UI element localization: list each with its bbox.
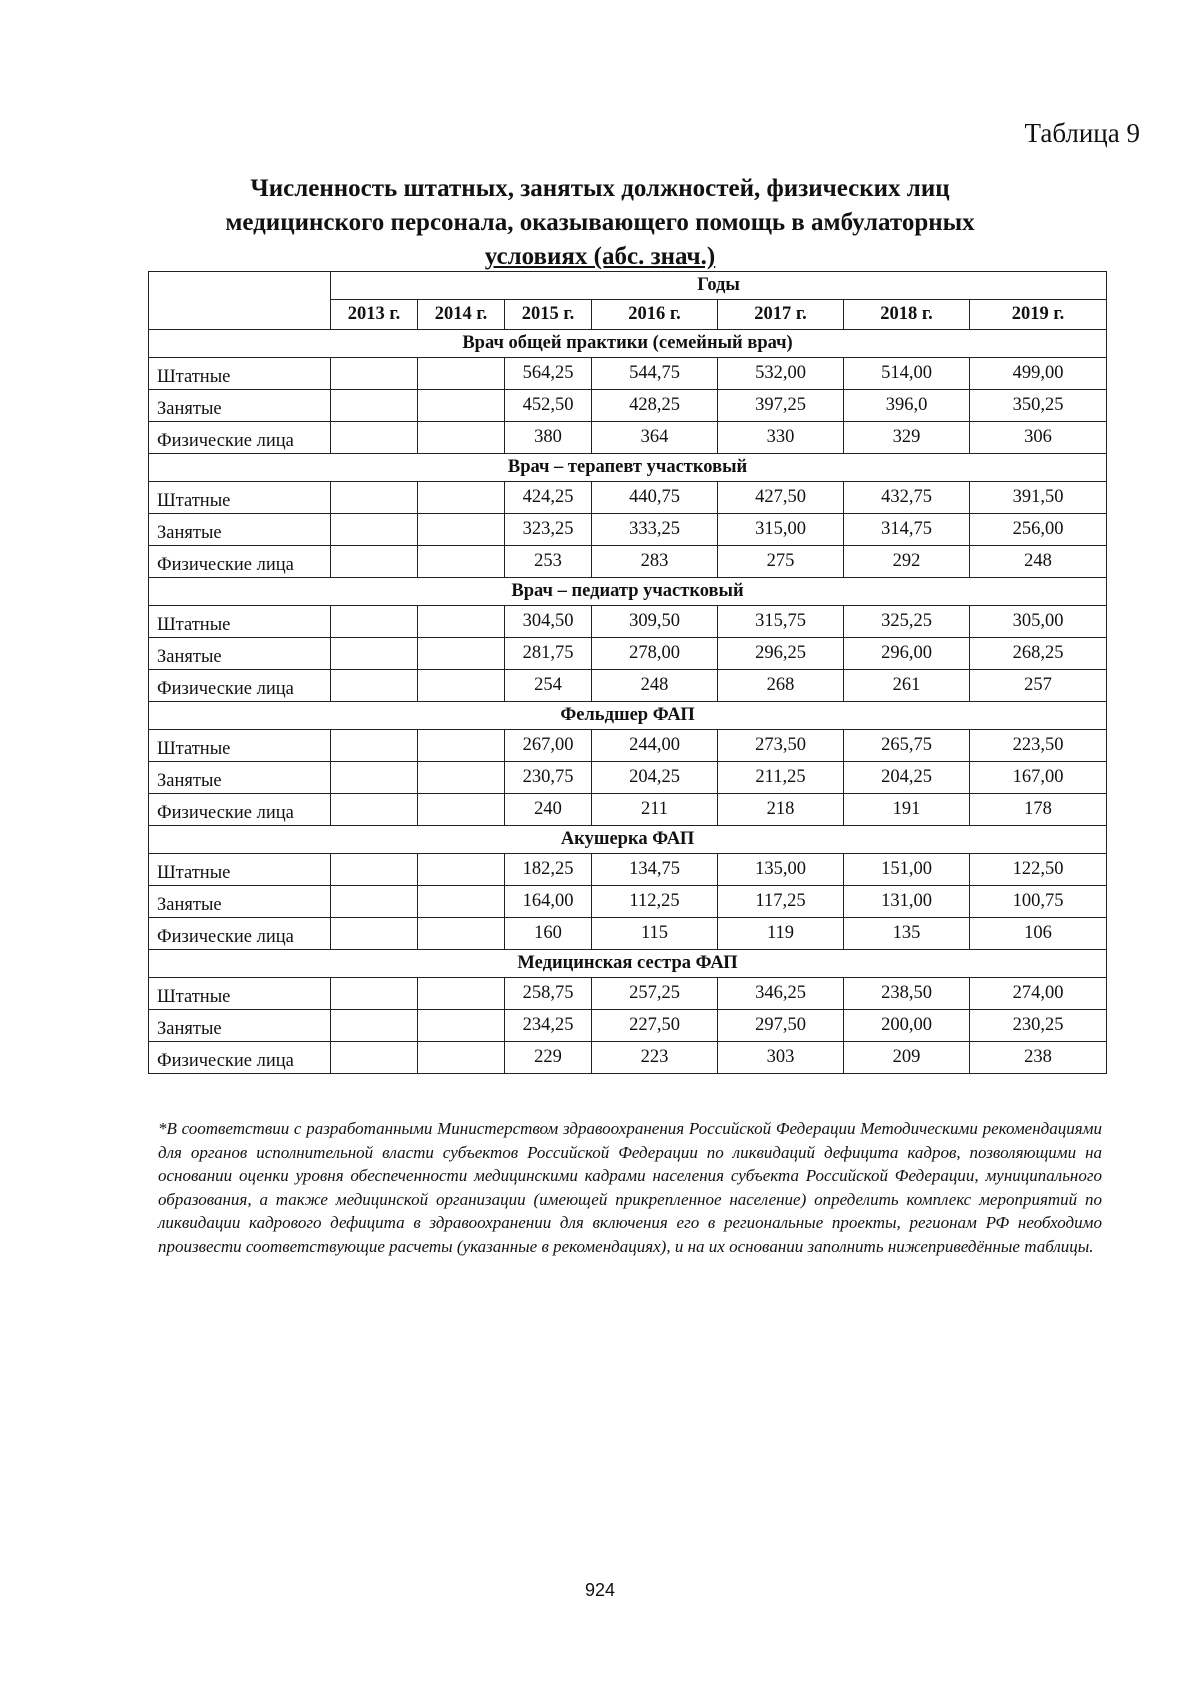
row-label: Физические лица <box>149 794 331 826</box>
value-cell: 397,25 <box>718 390 844 422</box>
year-header-2017: 2017 г. <box>718 300 844 330</box>
value-cell: 244,00 <box>592 730 718 762</box>
value-cell: 131,00 <box>844 886 970 918</box>
value-cell <box>331 762 418 794</box>
table-body <box>149 330 1107 1074</box>
value-cell: 275 <box>718 546 844 578</box>
value-cell: 218 <box>718 794 844 826</box>
group-row <box>149 330 1107 358</box>
value-cell: 240 <box>505 794 592 826</box>
value-cell <box>331 1042 418 1074</box>
value-cell: 167,00 <box>970 762 1107 794</box>
row-label: Физические лица <box>149 546 331 578</box>
value-cell: 346,25 <box>718 978 844 1010</box>
value-cell <box>331 730 418 762</box>
table-row <box>149 514 1107 546</box>
header-corner-cell <box>149 272 331 330</box>
title-line-3: условиях (абс. знач.) <box>484 243 716 270</box>
table-row <box>149 606 1107 638</box>
value-cell: 253 <box>505 546 592 578</box>
value-cell: 424,25 <box>505 482 592 514</box>
value-cell: 204,25 <box>592 762 718 794</box>
value-cell: 230,25 <box>970 1010 1107 1042</box>
row-label: Физические лица <box>149 422 331 454</box>
row-label: Занятые <box>149 514 331 546</box>
year-header-2019: 2019 г. <box>970 300 1107 330</box>
value-cell: 134,75 <box>592 854 718 886</box>
value-cell: 115 <box>592 918 718 950</box>
value-cell: 100,75 <box>970 886 1107 918</box>
value-cell <box>331 978 418 1010</box>
value-cell: 440,75 <box>592 482 718 514</box>
table-row <box>149 886 1107 918</box>
value-cell <box>331 390 418 422</box>
value-cell: 261 <box>844 670 970 702</box>
value-cell: 391,50 <box>970 482 1107 514</box>
value-cell: 544,75 <box>592 358 718 390</box>
value-cell: 135,00 <box>718 854 844 886</box>
table-row <box>149 546 1107 578</box>
value-cell: 315,75 <box>718 606 844 638</box>
value-cell: 230,75 <box>505 762 592 794</box>
value-cell <box>418 1042 505 1074</box>
value-cell <box>331 670 418 702</box>
value-cell: 281,75 <box>505 638 592 670</box>
group-title: Врач общей практики (семейный врач) <box>149 330 1107 358</box>
value-cell: 258,75 <box>505 978 592 1010</box>
value-cell: 283 <box>592 546 718 578</box>
table-row <box>149 918 1107 950</box>
row-label: Штатные <box>149 482 331 514</box>
value-cell: 499,00 <box>970 358 1107 390</box>
value-cell <box>331 854 418 886</box>
value-cell <box>418 978 505 1010</box>
value-cell: 297,50 <box>718 1010 844 1042</box>
title-line-2: медицинского персонала, оказывающего помощь в амбулаторных <box>225 209 975 236</box>
table-row <box>149 762 1107 794</box>
year-header-2013: 2013 г. <box>331 300 418 330</box>
staff-table <box>148 271 1107 1074</box>
title-line-1: Численность штатных, занятых должностей, физических лиц <box>250 175 950 202</box>
row-label: Занятые <box>149 390 331 422</box>
value-cell: 204,25 <box>844 762 970 794</box>
table-row <box>149 854 1107 886</box>
table-row <box>149 422 1107 454</box>
value-cell: 256,00 <box>970 514 1107 546</box>
value-cell <box>331 546 418 578</box>
value-cell: 191 <box>844 794 970 826</box>
row-label: Физические лица <box>149 1042 331 1074</box>
value-cell <box>418 918 505 950</box>
year-header-2015: 2015 г. <box>505 300 592 330</box>
table-row <box>149 978 1107 1010</box>
value-cell: 211,25 <box>718 762 844 794</box>
value-cell: 325,25 <box>844 606 970 638</box>
row-label: Штатные <box>149 730 331 762</box>
value-cell: 117,25 <box>718 886 844 918</box>
value-cell: 223 <box>592 1042 718 1074</box>
value-cell <box>418 390 505 422</box>
value-cell: 229 <box>505 1042 592 1074</box>
table-title <box>150 172 1050 274</box>
value-cell <box>331 638 418 670</box>
value-cell: 452,50 <box>505 390 592 422</box>
value-cell: 182,25 <box>505 854 592 886</box>
row-label: Занятые <box>149 638 331 670</box>
value-cell: 564,25 <box>505 358 592 390</box>
value-cell: 350,25 <box>970 390 1107 422</box>
value-cell: 234,25 <box>505 1010 592 1042</box>
value-cell <box>418 1010 505 1042</box>
row-label: Занятые <box>149 1010 331 1042</box>
value-cell: 305,00 <box>970 606 1107 638</box>
group-row <box>149 578 1107 606</box>
value-cell: 227,50 <box>592 1010 718 1042</box>
value-cell: 254 <box>505 670 592 702</box>
year-header-2014: 2014 г. <box>418 300 505 330</box>
value-cell <box>418 886 505 918</box>
value-cell <box>418 762 505 794</box>
value-cell: 151,00 <box>844 854 970 886</box>
value-cell: 314,75 <box>844 514 970 546</box>
value-cell: 532,00 <box>718 358 844 390</box>
value-cell: 223,50 <box>970 730 1107 762</box>
value-cell: 273,50 <box>718 730 844 762</box>
years-header: Годы <box>331 272 1107 300</box>
value-cell: 396,0 <box>844 390 970 422</box>
year-header-2018: 2018 г. <box>844 300 970 330</box>
value-cell: 428,25 <box>592 390 718 422</box>
value-cell: 323,25 <box>505 514 592 546</box>
value-cell <box>331 358 418 390</box>
value-cell <box>331 886 418 918</box>
value-cell: 304,50 <box>505 606 592 638</box>
table-row <box>149 1042 1107 1074</box>
row-label: Штатные <box>149 358 331 390</box>
value-cell: 248 <box>970 546 1107 578</box>
value-cell: 296,25 <box>718 638 844 670</box>
value-cell: 135 <box>844 918 970 950</box>
value-cell: 514,00 <box>844 358 970 390</box>
value-cell: 257,25 <box>592 978 718 1010</box>
value-cell: 257 <box>970 670 1107 702</box>
table-row <box>149 482 1107 514</box>
value-cell: 380 <box>505 422 592 454</box>
value-cell: 296,00 <box>844 638 970 670</box>
value-cell: 164,00 <box>505 886 592 918</box>
value-cell: 306 <box>970 422 1107 454</box>
value-cell: 274,00 <box>970 978 1107 1010</box>
value-cell: 330 <box>718 422 844 454</box>
value-cell <box>331 606 418 638</box>
value-cell: 333,25 <box>592 514 718 546</box>
value-cell: 309,50 <box>592 606 718 638</box>
value-cell: 292 <box>844 546 970 578</box>
value-cell <box>418 854 505 886</box>
value-cell: 432,75 <box>844 482 970 514</box>
footnote: *В соответствии с разработанными Министерством здравоохранения Российской Федерации Методическими рекомендациями для органов исполнительной власти субъектов Российской Федерации по ликвидаций дефицита кадров, позволяющими на основании оценки уровня обеспеченности медицинскими кадрами населения субъекта Российской Федерации, муниципального образования, а также медицинской организации (имеющей прикрепленное население) определить комплекс мероприятий по ликвидации кадрового дефицита в здравоохранении для включения его в региональные проекты, регионам РФ необходимо произвести соответствующие расчеты (указанные в рекомендациях), и на их основании заполнить нижеприведённые таблицы. <box>158 1119 1102 1256</box>
row-label: Физические лица <box>149 918 331 950</box>
row-label: Штатные <box>149 978 331 1010</box>
value-cell: 122,50 <box>970 854 1107 886</box>
value-cell: 106 <box>970 918 1107 950</box>
row-label: Физические лица <box>149 670 331 702</box>
value-cell: 268,25 <box>970 638 1107 670</box>
group-row <box>149 702 1107 730</box>
table-row <box>149 1010 1107 1042</box>
group-row <box>149 454 1107 482</box>
group-row <box>149 950 1107 978</box>
group-title: Врач – педиатр участковый <box>149 578 1107 606</box>
value-cell: 364 <box>592 422 718 454</box>
row-label: Штатные <box>149 606 331 638</box>
value-cell <box>418 358 505 390</box>
group-row <box>149 826 1107 854</box>
value-cell <box>331 794 418 826</box>
value-cell: 178 <box>970 794 1107 826</box>
value-cell: 315,00 <box>718 514 844 546</box>
value-cell: 248 <box>592 670 718 702</box>
header-row-years-title <box>149 272 1107 300</box>
value-cell: 329 <box>844 422 970 454</box>
value-cell <box>418 670 505 702</box>
value-cell: 278,00 <box>592 638 718 670</box>
value-cell <box>418 482 505 514</box>
value-cell: 112,25 <box>592 886 718 918</box>
value-cell <box>418 638 505 670</box>
group-title: Врач – терапевт участковый <box>149 454 1107 482</box>
value-cell <box>331 422 418 454</box>
value-cell <box>331 482 418 514</box>
value-cell <box>418 514 505 546</box>
row-label: Занятые <box>149 762 331 794</box>
table-row <box>149 730 1107 762</box>
value-cell: 267,00 <box>505 730 592 762</box>
value-cell <box>418 606 505 638</box>
value-cell <box>418 794 505 826</box>
table-row <box>149 358 1107 390</box>
value-cell <box>418 730 505 762</box>
table-label: Таблица 9 <box>1024 118 1140 148</box>
group-title: Акушерка ФАП <box>149 826 1107 854</box>
value-cell: 211 <box>592 794 718 826</box>
value-cell <box>331 1010 418 1042</box>
value-cell: 303 <box>718 1042 844 1074</box>
value-cell <box>331 918 418 950</box>
year-header-2016: 2016 г. <box>592 300 718 330</box>
group-title: Медицинская сестра ФАП <box>149 950 1107 978</box>
value-cell: 265,75 <box>844 730 970 762</box>
value-cell <box>331 514 418 546</box>
value-cell <box>418 546 505 578</box>
value-cell: 119 <box>718 918 844 950</box>
row-label: Штатные <box>149 854 331 886</box>
row-label: Занятые <box>149 886 331 918</box>
page-number: 924 <box>584 1580 616 1600</box>
value-cell <box>418 422 505 454</box>
value-cell: 238 <box>970 1042 1107 1074</box>
value-cell: 268 <box>718 670 844 702</box>
value-cell: 238,50 <box>844 978 970 1010</box>
table-row <box>149 670 1107 702</box>
value-cell: 200,00 <box>844 1010 970 1042</box>
value-cell: 209 <box>844 1042 970 1074</box>
table-row <box>149 794 1107 826</box>
value-cell: 160 <box>505 918 592 950</box>
table-row <box>149 390 1107 422</box>
table-row <box>149 638 1107 670</box>
value-cell: 427,50 <box>718 482 844 514</box>
group-title: Фельдшер ФАП <box>149 702 1107 730</box>
